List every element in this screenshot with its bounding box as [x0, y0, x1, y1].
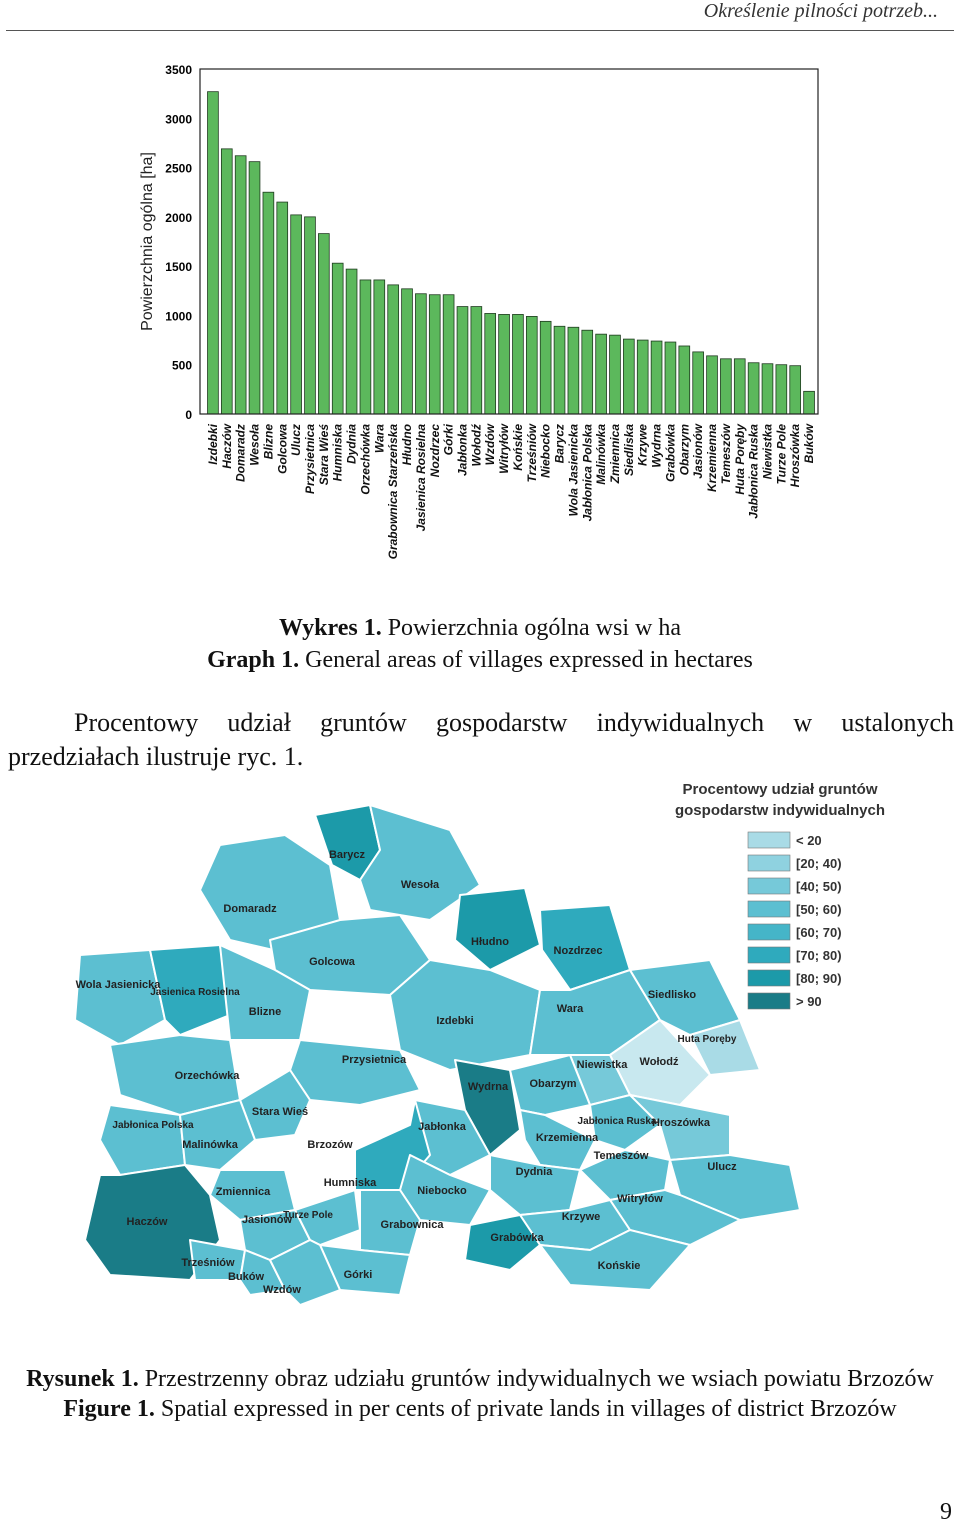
bar	[734, 359, 745, 414]
graph-caption-en: Graph 1. General areas of villages expressed in hectares	[207, 647, 753, 673]
page-number: 9	[940, 1499, 952, 1525]
x-tick-label: Krzemienna	[705, 424, 720, 493]
x-tick-label: Hłudno	[400, 424, 415, 466]
x-tick-label: Siedliska	[621, 424, 636, 477]
x-tick-label: Przysietnica	[302, 424, 317, 495]
x-tick-label: Humniska	[330, 424, 345, 482]
label-wolodz: Wołodź	[639, 1056, 679, 1068]
bar	[623, 339, 634, 414]
bar	[720, 359, 731, 414]
label-izdebki: Izdebki	[436, 1015, 474, 1027]
bar	[513, 314, 524, 414]
x-tick-label: Grabownica Starzeńska	[386, 424, 401, 560]
legend-swatch	[748, 878, 790, 894]
figure-caption-en: Figure 1. Spatial expressed in per cents of private lands in villages of district Brzozów	[63, 1396, 897, 1422]
legend-swatch	[748, 855, 790, 871]
legend-swatch	[748, 993, 790, 1009]
label-obarzym: Obarzym	[529, 1078, 577, 1090]
label-jasienica-rosielna: Jasienica Rosielna	[150, 987, 240, 998]
label-temeszow: Temeszów	[593, 1150, 649, 1162]
bar	[443, 295, 454, 414]
legend-label: [50; 60)	[796, 902, 842, 917]
x-tick-label: Zmiennica	[607, 424, 622, 484]
label-haczow: Haczów	[126, 1216, 168, 1228]
x-tick-label: Huta Poręby	[732, 424, 747, 495]
bar	[748, 363, 759, 414]
x-tick-label: Jabłonka	[455, 424, 470, 477]
x-tick-label: Hroszówka	[788, 424, 803, 488]
label-jablonka: Jabłonka	[418, 1121, 466, 1133]
bar-chart	[0, 40, 960, 600]
bar	[707, 356, 718, 414]
x-tick-label: Wydrna	[649, 424, 664, 468]
x-tick-label: Niewistka	[760, 424, 775, 480]
label-orzechowka: Orzechówka	[174, 1070, 240, 1082]
label-krzywe: Krzywe	[561, 1211, 601, 1223]
y-tick-label: 2500	[165, 161, 192, 176]
bar	[568, 327, 579, 414]
label-wola-jasienicka: Wola Jasienicka	[75, 979, 161, 991]
legend-title-line2: gospodarstw indywidualnych	[674, 802, 886, 819]
figure-caption	[0, 1364, 960, 1424]
x-tick-label: Stara Wieś	[316, 424, 331, 486]
label-humniska: Humniska	[323, 1177, 377, 1189]
bar	[360, 280, 371, 414]
legend-label: < 20	[796, 833, 822, 848]
x-tick-label: Blizne	[261, 424, 276, 460]
label-brzozow: Brzozów	[307, 1139, 353, 1151]
label-niebocko: Niebocko	[417, 1185, 467, 1197]
x-tick-label: Golcowa	[275, 424, 290, 475]
x-tick-label: Nozdrzec	[427, 424, 442, 478]
x-tick-label: Jabłonica Polska	[580, 424, 595, 522]
bar	[693, 352, 704, 414]
x-tick-label: Izdebki	[205, 424, 220, 465]
bar	[610, 335, 621, 414]
label-krzemienna: Krzemienna	[535, 1132, 599, 1144]
bar	[291, 215, 302, 414]
label-jablonica-polska: Jabłonica Polska	[112, 1120, 194, 1131]
x-tick-label: Obarzym	[677, 424, 692, 476]
legend-label: > 90	[796, 994, 822, 1009]
bar	[374, 280, 385, 414]
y-tick-label: 1000	[165, 309, 192, 324]
label-blizne: Blizne	[248, 1006, 282, 1018]
y-axis-label: Powierzchnia ogólna [ha]	[139, 152, 156, 331]
bar	[457, 307, 468, 414]
running-header: Określenie pilności potrzeb...	[703, 0, 938, 22]
x-tick-label: Haczów	[219, 424, 234, 469]
legend-label: [60; 70)	[796, 925, 842, 940]
x-tick-label: Jasionów	[691, 424, 706, 479]
x-tick-label: Dydnia	[344, 424, 359, 465]
label-grabowka: Grabówka	[490, 1232, 544, 1244]
label-ulucz: Ulucz	[707, 1161, 737, 1173]
bar	[388, 285, 399, 414]
y-tick-label: 3000	[165, 112, 192, 127]
legend-swatch	[748, 924, 790, 940]
x-tick-label: Wołodź	[469, 424, 484, 467]
bar	[596, 334, 607, 414]
label-jablonica-ruska: Jabłonica Ruska	[577, 1116, 657, 1127]
bar	[249, 162, 260, 414]
x-tick-label: Orzechówka	[358, 424, 373, 495]
legend-swatch	[748, 901, 790, 917]
label-golcowa: Golcowa	[309, 956, 355, 968]
y-tick-label: 0	[185, 408, 192, 422]
label-huta-poreby: Huta Poręby	[677, 1034, 737, 1045]
label-malinowka: Malinówka	[182, 1139, 238, 1151]
label-zmiennica: Zmiennica	[215, 1186, 271, 1198]
bar	[637, 340, 648, 414]
bar	[776, 365, 787, 414]
label-nozdrzec: Nozdrzec	[553, 945, 603, 957]
y-tick-label: 1500	[165, 260, 192, 275]
x-tick-label: Jasienica Rosielna	[413, 424, 428, 532]
bar	[221, 149, 232, 414]
x-tick-label: Malinówka	[594, 424, 609, 485]
x-tick-label: Górki	[441, 424, 456, 456]
legend-label: [80; 90)	[796, 971, 842, 986]
bar	[499, 314, 510, 414]
x-tick-label: Domaradz	[233, 424, 248, 483]
label-domaradz: Domaradz	[223, 903, 277, 915]
label-grabownica: Grabownica	[380, 1219, 444, 1231]
bar	[402, 289, 413, 414]
bar	[540, 321, 551, 414]
region-przysietnica	[290, 1040, 420, 1105]
label-hludno: Hłudno	[471, 936, 509, 948]
body-paragraph: Procentowy udział gruntów gospodarstw indywidualnych w ustalonych przedziałach ilustruje ryc. 1.	[8, 708, 954, 771]
x-tick-label: Wola Jasienicka	[566, 424, 581, 517]
legend-swatch	[748, 970, 790, 986]
legend-swatch	[748, 832, 790, 848]
x-tick-label: Wzdów	[483, 424, 498, 466]
label-konskie: Końskie	[597, 1260, 641, 1272]
bar	[651, 341, 662, 414]
figure-caption-pl: Rysunek 1. Przestrzenny obraz udziału gruntów indywidualnych we wsiach powiatu Brzozów	[26, 1366, 934, 1392]
legend-label: [40; 50)	[796, 879, 842, 894]
label-dydnia: Dydnia	[515, 1166, 553, 1178]
bar	[305, 217, 316, 414]
x-tick-label: Wesoła	[247, 424, 262, 466]
label-stara-wies: Stara Wieś	[251, 1106, 309, 1118]
label-wzdow: Wzdów	[263, 1284, 301, 1296]
bar	[277, 202, 288, 414]
label-przysietnica: Przysietnica	[341, 1054, 407, 1066]
bar	[665, 342, 676, 414]
legend-title-line1: Procentowy udział gruntów	[682, 781, 878, 798]
y-tick-label: 500	[171, 358, 192, 373]
legend-swatch	[748, 947, 790, 963]
label-wesola: Wesoła	[400, 879, 440, 891]
label-turze-pole: Turze Pole	[283, 1210, 333, 1221]
bar	[762, 364, 773, 414]
bar	[332, 263, 343, 414]
x-tick-label: Barycz	[552, 424, 567, 464]
bar	[679, 346, 690, 414]
x-tick-label: Niebocko	[538, 424, 553, 479]
x-tick-label: Jabłonica Ruska	[746, 424, 761, 519]
legend-label: [20; 40)	[796, 856, 842, 871]
bar	[485, 313, 496, 414]
region-jablonica-polska	[100, 1105, 185, 1175]
legend-label: [70; 80)	[796, 948, 842, 963]
bar	[429, 295, 440, 414]
x-tick-label: Krzywe	[635, 424, 650, 467]
region-hludno	[455, 888, 540, 970]
label-siedlisko: Siedlisko	[647, 989, 697, 1001]
x-tick-label: Turze Pole	[774, 424, 789, 485]
bar	[235, 156, 246, 414]
bar	[263, 192, 274, 414]
bar	[318, 234, 329, 414]
label-wydrna: Wydrna	[467, 1081, 509, 1093]
label-barycz: Barycz	[328, 849, 366, 861]
bar	[582, 330, 593, 414]
x-tick-label: Końskie	[510, 424, 525, 471]
choropleth-map	[70, 770, 900, 1330]
label-hroszowka: Hroszówka	[651, 1117, 711, 1129]
x-tick-label: Trześniów	[524, 424, 539, 483]
x-tick-label: Ulucz	[289, 424, 304, 457]
x-tick-label: Wara	[372, 424, 387, 454]
y-tick-label: 2000	[165, 210, 192, 225]
label-gorki: Górki	[343, 1269, 373, 1281]
x-tick-label: Grabówka	[663, 424, 678, 483]
header-rule	[6, 30, 954, 31]
bar	[526, 316, 537, 414]
y-tick-label: 3500	[165, 63, 192, 77]
label-wara: Wara	[556, 1003, 584, 1015]
bar	[804, 391, 815, 414]
bar	[790, 366, 801, 414]
x-tick-label: Buków	[802, 424, 817, 464]
bar	[471, 307, 482, 414]
x-tick-label: Temeszów	[718, 424, 733, 485]
graph-caption-pl: Wykres 1. Powierzchnia ogólna wsi w ha	[279, 615, 681, 641]
bar	[554, 326, 565, 414]
x-tick-label: Witryłów	[497, 424, 512, 474]
bar	[415, 294, 426, 414]
label-bukow: Buków	[227, 1271, 265, 1283]
label-trzesniow: Trześniów	[181, 1257, 235, 1269]
label-niewistka: Niewistka	[576, 1059, 628, 1071]
label-witrylow: Witryłów	[617, 1193, 663, 1205]
bar	[346, 269, 357, 414]
label-jasionow: Jasionów	[241, 1214, 293, 1226]
bar	[208, 92, 219, 414]
